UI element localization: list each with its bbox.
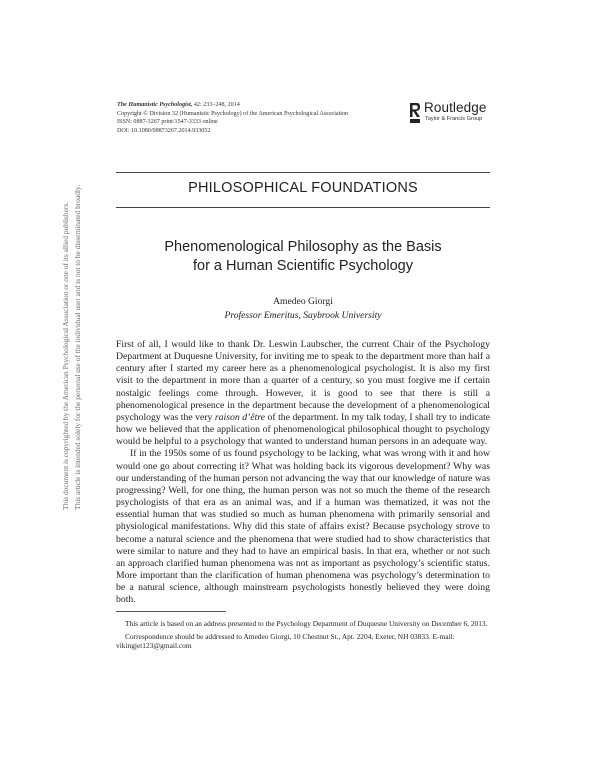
paragraph-1-text-b: of the department. In my talk today, I shall try to indicate how we believed that the application of phenomenological philosophical thought to psychology would be helpful to a psychology that wanted to understand human persons in an adequate way. xyxy=(116,411,490,448)
issn-line: ISSN: 0887-3267 print/1547-3333 online xyxy=(117,119,218,126)
body-paragraph-2: If in the 1950s some of us found psychology to be lacking, what was wrong with it and how would one go about correcting it? What was holding back its vigorous development? Why was our understanding of the human person not advancing the way that our knowledge of nature was progressing? Well, for one thing, the human person was not so much the theme of the research psychologists of that era as an animal was, and if a human was thematized, it was not the essential human that was studied so much as human phenomena with primarily sensorial and physiological manifestations. Why did this state of affairs exist? Because psychology strove to become a natural science and the phenomena that were studied had to show characteristics that were similar to nature and they had to have an empirical basis. In that era, whether or not such an approach clarified human phenomena was not as important as psychology’s scientific status. More important than the clarification of human phenomena was psychology’s determination to be a natural science, although mainstream psychologists honestly believed they were doing both. xyxy=(116,448,490,606)
article-body xyxy=(116,339,490,606)
journal-volume-pages: 42: 233–248, 2014 xyxy=(192,102,240,108)
author-affiliation: Professor Emeritus, Saybrook University xyxy=(224,310,382,321)
body-paragraph-1 xyxy=(116,339,490,448)
footnote-address-note: This article is based on an address presented to the Psychology Department of Duquesne University on December 6, 2013. xyxy=(125,619,488,628)
section-rule-bottom xyxy=(116,207,490,208)
publisher-name: Routledge xyxy=(424,100,487,115)
copyright-line: Copyright © Division 32 (Humanistic Psychology) of the American Psychological Association xyxy=(117,110,349,117)
author-name: Amedeo Giorgi xyxy=(273,296,333,307)
journal-header xyxy=(117,101,417,135)
article-title-line-1: Phenomenological Philosophy as the Basis xyxy=(164,239,442,255)
footnotes xyxy=(116,619,490,654)
article-title xyxy=(116,238,490,276)
journal-citation-line xyxy=(117,101,417,110)
journal-name: The Humanistic Psychologist, xyxy=(117,102,193,108)
publisher-tagline: Taylor & Francis Group xyxy=(425,116,483,122)
doi-line: DOI: 10.1080/08873267.2014.933052 xyxy=(117,127,211,134)
footnote-correspondence: Correspondence should be addressed to Amedeo Giorgi, 10 Chestnut St., Apt. 2204, Exeter, NH 03833. E-mail: vikingjet123@gmail.com xyxy=(116,631,455,651)
publisher-logo xyxy=(409,101,519,125)
paragraph-1-italic-phrase: raison d’être xyxy=(214,411,265,423)
section-rule-top xyxy=(116,172,490,173)
copyright-side-note: This document is copyrighted by the American Psychological Association or one of its allied publishers. xyxy=(61,201,70,510)
paragraph-1-text-a: First of all, I would like to thank Dr. Leswin Laubscher, the current Chair of the Psychology Department at Duquesne University, for inviting me to speak to the department more than half a century after I started my career here as a phenomenological psychologist. It is also my first visit to the department in more than a quarter of a century, so you must forgive me if certain nostalgic feelings come through. However, it is good to see that there is still a phenomenological presence in the department because the development of a phenomenological psychology was the very xyxy=(116,339,490,423)
article-title-line-2: for a Human Scientific Psychology xyxy=(192,258,413,274)
footnote-rule xyxy=(116,611,226,612)
usage-side-note: This article is intended solely for the personal use of the individual user and is not to be disseminated broadly. xyxy=(73,184,82,510)
routledge-mark-icon xyxy=(409,102,421,124)
section-title: PHILOSOPHICAL FOUNDATIONS xyxy=(188,180,418,196)
